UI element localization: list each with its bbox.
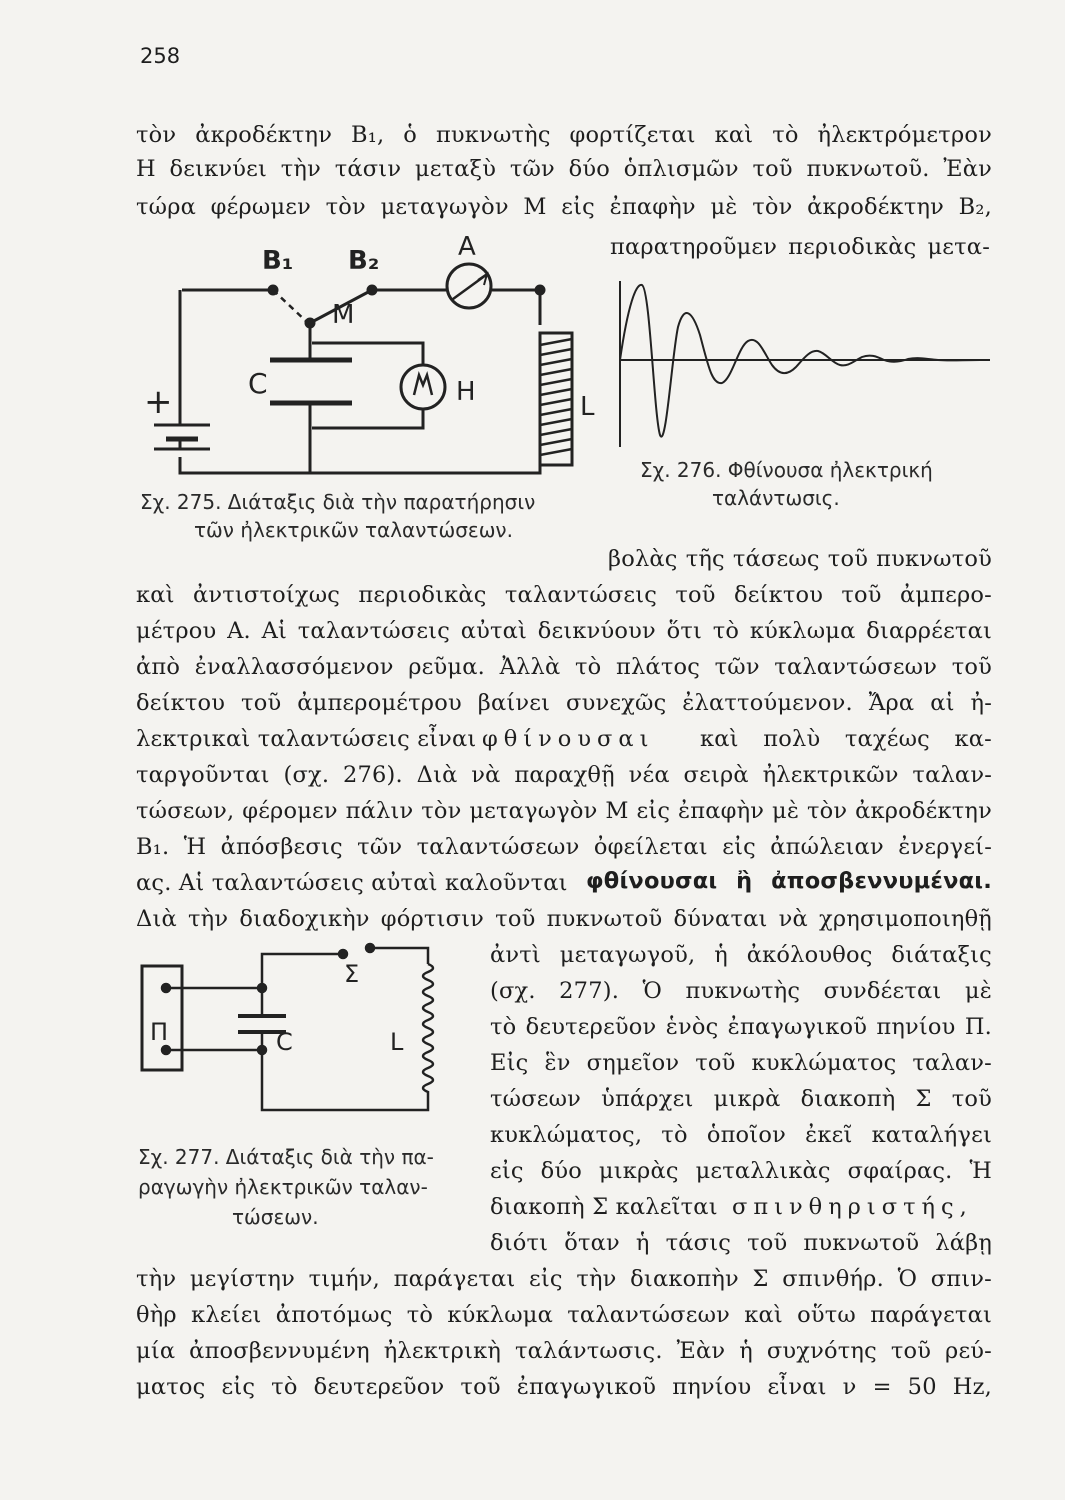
text-line: Η δεικνύει τὴν τάσιν μεταξὺ τῶν δύο ὁπλισμῶν τοῦ πυκνωτοῦ. Ἐὰν <box>136 156 992 182</box>
emphasis-text: φθίνουσαι <box>482 726 655 752</box>
caption-fig-277: ραγωγὴν ἠλεκτρικῶν ταλαν- <box>138 1175 428 1199</box>
caption-fig-275: Σχ. 275. Διάταξις διὰ τὴν παρατήρησιν <box>140 490 536 514</box>
text-line: Εἰς ἓν σημεῖον τοῦ κυκλώματος ταλαν- <box>490 1050 992 1076</box>
text-line: μέτρου Α. Αἱ ταλαντώσεις αὐταὶ δεικνύουν ὅτι τὸ κύκλωμα διαρρέεται <box>136 618 992 644</box>
label-switch: Μ <box>332 300 355 330</box>
label-capacitor: C <box>248 367 268 400</box>
label-capacitor-277: C <box>276 1028 293 1056</box>
text-line: λεκτρικαὶ ταλαντώσεις εἶναι <box>136 726 477 752</box>
text-line: ἀντὶ μεταγωγοῦ, ἡ ἀκόλουθος διάταξις <box>490 942 992 968</box>
text-line: καὶ ἀντιστοίχως περιοδικὰς ταλαντώσεις τοῦ δείκτου τοῦ ἀμπερο- <box>136 582 992 608</box>
label-electrometer: Η <box>456 377 476 407</box>
text-line: διακοπὴ Σ καλεῖται <box>490 1194 718 1220</box>
text-line: τὸν ἀκροδέκτην Β₁, ὁ πυκνωτὴς φορτίζεται καὶ τὸ ἠλεκτρόμετρον <box>136 122 992 148</box>
damped-oscillation-graph-276 <box>600 275 990 455</box>
text-line: τώσεων ὑπάρχει μικρὰ διακοπὴ Σ τοῦ <box>490 1086 992 1112</box>
caption-fig-276: Σχ. 276. Φθίνουσα ἠλεκτρική <box>640 458 933 482</box>
bold-term: φθίνουσαι ἢ ἀποσβεννυμέναι. <box>586 868 992 894</box>
text-line: δείκτου τοῦ ἀμπερομέτρου βαίνει συνεχῶς ἐλαττούμενον. Ἄρα αἱ ἠ- <box>136 690 992 716</box>
label-inductor-277: L <box>390 1028 404 1056</box>
text-line: Β₁. Ἡ ἀπόσβεσις τῶν ταλαντώσεων ὀφείλεται εἰς ἀπώλειαν ἐνεργεί- <box>136 834 992 860</box>
caption-fig-277: Σχ. 277. Διάταξις διὰ τὴν πα- <box>138 1145 434 1169</box>
text-line: τώσεων, φέρομεν πάλιν τὸν μεταγωγὸν Μ εἰς ἐπαφὴν μὲ τὸν ἀκροδέκτην <box>136 798 992 824</box>
text-line: ταργοῦνται (σχ. 276). Διὰ νὰ παραχθῇ νέα σειρὰ ἠλεκτρικῶν ταλαν- <box>136 762 992 788</box>
text-line: εἰς δύο μικρὰς μεταλλικὰς σφαίρας. Ἡ <box>490 1158 992 1184</box>
label-b1: Β₁ <box>262 246 294 276</box>
caption-fig-276: ταλάντωσις. <box>712 486 840 510</box>
text-line: θὴρ κλείει ἀποτόμως τὸ κύκλωμα ταλαντώσεων καὶ οὕτω παράγεται <box>136 1302 992 1328</box>
text-line: τὴν μεγίστην τιμήν, παράγεται εἰς τὴν διακοπὴν Σ σπινθήρ. Ὁ σπιν- <box>136 1266 992 1292</box>
caption-fig-275: τῶν ἠλεκτρικῶν ταλαντώσεων. <box>194 518 513 542</box>
page-number: 258 <box>140 44 181 68</box>
text-line: Διὰ τὴν διαδοχικὴν φόρτισιν τοῦ πυκνωτοῦ δύναται νὰ χρησιμοποιηθῇ <box>136 906 992 932</box>
text-line: μία ἀποσβεννυμένη ἠλεκτρικὴ ταλάντωσις. Ἐὰν ἡ συχνότης τοῦ ρεύ- <box>136 1338 992 1364</box>
label-b2: Β₂ <box>348 246 380 276</box>
text-line: τὸ δευτερεῦον ἑνὸς ἐπαγωγικοῦ πηνίου Π. <box>490 1014 992 1040</box>
text-line: ἀπὸ ἐναλλασσόμενον ρεῦμα. Ἀλλὰ τὸ πλάτος τῶν ταλαντώσεων τοῦ <box>136 654 992 680</box>
label-spark-gap: Σ <box>344 960 360 988</box>
text-line: (σχ. 277). Ὁ πυκνωτὴς συνδέεται μὲ <box>490 978 992 1004</box>
text-line: βολὰς τῆς τάσεως τοῦ πυκνωτοῦ <box>608 546 992 572</box>
label-ammeter: Α <box>458 232 476 262</box>
text-line: διότι ὅταν ἡ τάσις τοῦ πυκνωτοῦ λάβῃ <box>490 1230 992 1256</box>
text-line: τώρα φέρωμεν τὸν μεταγωγὸν Μ εἰς ἐπαφὴν μὲ τὸν ἀκροδέκτην Β₂, <box>136 194 992 220</box>
text-line: ματος εἰς τὸ δευτερεῦον τοῦ ἐπαγωγικοῦ πηνίου εἶναι ν = 50 Hz, <box>136 1374 992 1400</box>
label-plus: + <box>144 382 173 422</box>
text-line: κυκλώματος, τὸ ὁποῖον ἐκεῖ καταλήγει <box>490 1122 992 1148</box>
label-induction-coil: Π <box>150 1018 169 1046</box>
emphasis-text: σπινθηριστής, <box>732 1194 973 1220</box>
caption-fig-277: τώσεων. <box>232 1205 319 1229</box>
circuit-diagram-275 <box>140 232 610 485</box>
label-inductor: L <box>580 392 595 422</box>
circuit-diagram-277 <box>138 940 458 1140</box>
text-line: παρατηροῦμεν περιοδικὰς μετα- <box>610 234 990 260</box>
text-line: ας. Αἱ ταλαντώσεις αὐταὶ καλοῦνται <box>136 870 568 896</box>
text-line: καὶ πολὺ ταχέως κα- <box>700 726 992 752</box>
